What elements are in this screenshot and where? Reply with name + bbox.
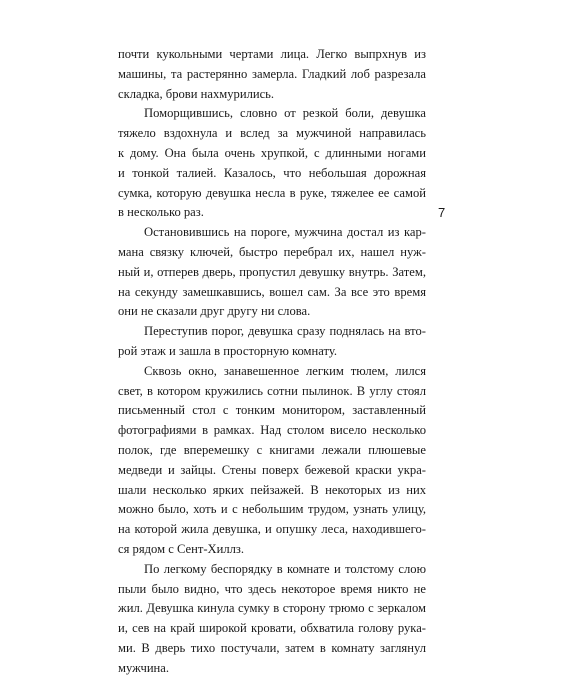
text-line: на секунду замешкавшись, вошел сам. За все это время bbox=[118, 284, 426, 299]
text-line: фотографиями в рамках. Над столом висело несколько bbox=[118, 423, 426, 438]
text-line: ся рядом с Сент-Хиллз. bbox=[118, 541, 245, 556]
text-line: к дому. Она была очень хрупкой, с длинными ногами bbox=[118, 145, 426, 160]
text-line: почти кукольными чертами лица. Легко выпрхнув из bbox=[118, 47, 426, 61]
text-line: они не сказали друг другу ни слова. bbox=[118, 304, 311, 319]
text-line: письменный стол с тонким монитором, заставленный bbox=[118, 403, 426, 418]
text-line: ми. В дверь тихо постучали, затем в комнату заглянул bbox=[118, 640, 426, 655]
text-line: шали несколько ярких пейзажей. В некоторых из них bbox=[118, 482, 426, 497]
text-line: Остановившись на пороге, мужчина достал из кар- bbox=[144, 225, 426, 240]
text-line: Поморщившись, словно от резкой боли, девушка bbox=[144, 106, 426, 121]
page-number: 7 bbox=[438, 205, 446, 220]
text-line: По легкому беспорядку в комнате и толстому слою bbox=[144, 561, 426, 576]
text-line: жил. Девушка кинула сумку в сторону трюмо с зеркалом bbox=[118, 601, 426, 616]
text-line: ный и, отперев дверь, пропустил девушку внутрь. Затем, bbox=[118, 264, 426, 279]
text-line: сумка, которую девушка несла в руке, тяжелее ее самой bbox=[118, 185, 426, 200]
text-line: и, сев на край широкой кровати, обхватила голову рука- bbox=[118, 621, 426, 636]
text-line: складка, брови нахмурились. bbox=[118, 86, 275, 101]
text-line: полок, где вперемешку с книгами лежали плюшевые bbox=[118, 442, 426, 457]
text-line: рой этаж и зашла в просторную комнату. bbox=[118, 343, 338, 358]
text-line: машины, та растерянно замерла. Гладкий лоб разрезала bbox=[118, 66, 426, 81]
text-line: мужчина. bbox=[118, 660, 170, 675]
text-line: свет, в котором кружились сотни пылинок. В углу стоял bbox=[118, 383, 426, 398]
text-line: в несколько раз. bbox=[118, 205, 204, 220]
text-line: пыли было видно, что здесь некоторое время никто не bbox=[118, 581, 426, 596]
text-line: на которой жила девушка, и опушку леса, находившего- bbox=[118, 522, 426, 537]
text-line: можно было, хоть и с небольшим трудом, узнать улицу, bbox=[118, 502, 426, 517]
text-line: мана связку ключей, быстро перебрал их, нашел нуж- bbox=[118, 244, 426, 259]
text-line: медведи и зайцы. Стены поверх бежевой краски укра- bbox=[118, 462, 426, 477]
text-line: Сквозь окно, занавешенное легким тюлем, лился bbox=[144, 363, 426, 378]
text-line: и тонкой талией. Казалось, что небольшая дорожная bbox=[118, 165, 426, 180]
body-text bbox=[118, 45, 426, 679]
text-line: Переступив порог, девушка сразу поднялась на вто- bbox=[144, 324, 426, 339]
text-line: тяжело вздохнула и вслед за мужчиной направилась bbox=[118, 126, 426, 141]
